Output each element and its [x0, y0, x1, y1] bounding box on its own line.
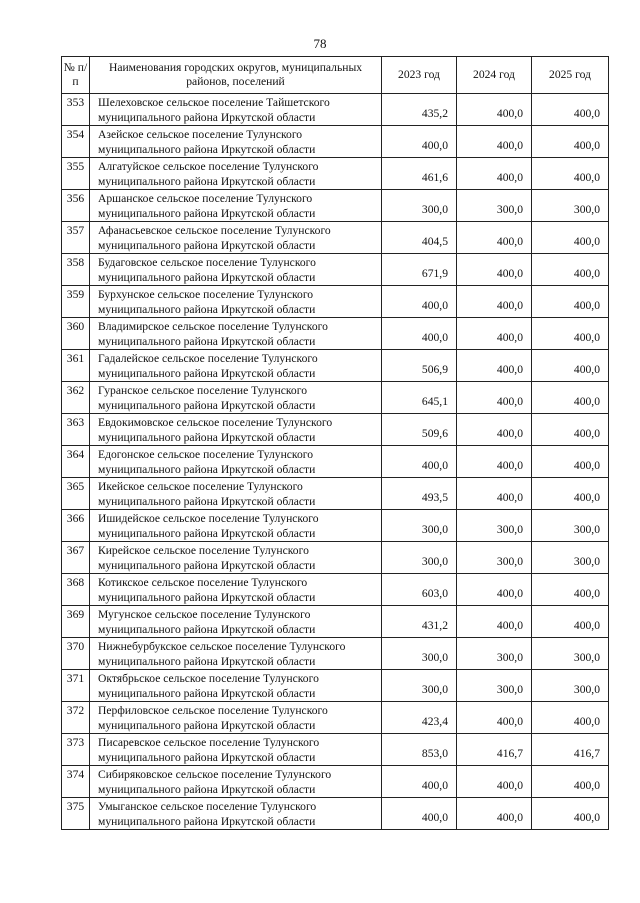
settlement-name: Перфиловское сельское поселение Тулунского муниципального района Иркутской области: [90, 702, 382, 734]
table-row: [62, 670, 609, 702]
table-row: [62, 222, 609, 254]
value-2024: 400,0: [457, 286, 532, 318]
table-row: [62, 446, 609, 478]
table-row: [62, 190, 609, 222]
row-number: 371: [62, 670, 90, 702]
value-2023: 300,0: [382, 670, 457, 702]
settlement-name: Евдокимовское сельское поселение Тулунского муниципального района Иркутской области: [90, 414, 382, 446]
value-2025: 400,0: [532, 446, 609, 478]
value-2024: 400,0: [457, 414, 532, 446]
row-number: 367: [62, 542, 90, 574]
settlement-name: Алгатуйское сельское поселение Тулунского муниципального района Иркутской области: [90, 158, 382, 190]
row-number: 362: [62, 382, 90, 414]
table-row: [62, 542, 609, 574]
settlement-name: Мугунское сельское поселение Тулунского муниципального района Иркутской области: [90, 606, 382, 638]
value-2023: 400,0: [382, 446, 457, 478]
settlement-name: Гуранское сельское поселение Тулунского муниципального района Иркутской области: [90, 382, 382, 414]
table-row: [62, 126, 609, 158]
value-2024: 300,0: [457, 510, 532, 542]
row-number: 359: [62, 286, 90, 318]
value-2023: 423,4: [382, 702, 457, 734]
value-2025: 300,0: [532, 510, 609, 542]
table-row: [62, 766, 609, 798]
table-row: [62, 478, 609, 510]
table-row: [62, 606, 609, 638]
value-2025: 400,0: [532, 382, 609, 414]
settlement-name: Афанасьевское сельское поселение Тулунского муниципального района Иркутской области: [90, 222, 382, 254]
row-number: 373: [62, 734, 90, 766]
value-2023: 671,9: [382, 254, 457, 286]
table-row: [62, 702, 609, 734]
value-2025: 400,0: [532, 286, 609, 318]
value-2023: 645,1: [382, 382, 457, 414]
table-row: [62, 734, 609, 766]
value-2023: 400,0: [382, 318, 457, 350]
value-2025: 416,7: [532, 734, 609, 766]
value-2025: 300,0: [532, 638, 609, 670]
settlement-name: Едогонское сельское поселение Тулунского муниципального района Иркутской области: [90, 446, 382, 478]
table-row: [62, 254, 609, 286]
header-2023: 2023 год: [382, 57, 457, 94]
budget-table: [61, 56, 609, 830]
settlement-name: Будаговское сельское поселение Тулунского муниципального района Иркутской области: [90, 254, 382, 286]
row-number: 375: [62, 798, 90, 830]
row-number: 357: [62, 222, 90, 254]
value-2023: 300,0: [382, 510, 457, 542]
value-2025: 400,0: [532, 478, 609, 510]
value-2025: 400,0: [532, 350, 609, 382]
settlement-name: Умыганское сельское поселение Тулунского муниципального района Иркутской области: [90, 798, 382, 830]
value-2024: 400,0: [457, 94, 532, 126]
value-2024: 416,7: [457, 734, 532, 766]
value-2024: 300,0: [457, 670, 532, 702]
value-2023: 509,6: [382, 414, 457, 446]
value-2025: 300,0: [532, 190, 609, 222]
value-2025: 400,0: [532, 574, 609, 606]
value-2023: 431,2: [382, 606, 457, 638]
value-2024: 400,0: [457, 350, 532, 382]
row-number: 370: [62, 638, 90, 670]
value-2024: 400,0: [457, 158, 532, 190]
table-row: [62, 318, 609, 350]
row-number: 366: [62, 510, 90, 542]
row-number: 363: [62, 414, 90, 446]
table-row: [62, 350, 609, 382]
settlement-name: Икейское сельское поселение Тулунского муниципального района Иркутской области: [90, 478, 382, 510]
row-number: 364: [62, 446, 90, 478]
value-2024: 400,0: [457, 446, 532, 478]
value-2024: 300,0: [457, 638, 532, 670]
value-2023: 300,0: [382, 638, 457, 670]
value-2024: 400,0: [457, 574, 532, 606]
value-2023: 400,0: [382, 286, 457, 318]
row-number: 354: [62, 126, 90, 158]
settlement-name: Аршанское сельское поселение Тулунского муниципального района Иркутской области: [90, 190, 382, 222]
value-2025: 400,0: [532, 158, 609, 190]
value-2023: 853,0: [382, 734, 457, 766]
header-2024: 2024 год: [457, 57, 532, 94]
value-2025: 400,0: [532, 766, 609, 798]
value-2024: 400,0: [457, 798, 532, 830]
settlement-name: Сибиряковское сельское поселение Тулунского муниципального района Иркутской области: [90, 766, 382, 798]
value-2025: 400,0: [532, 414, 609, 446]
row-number: 368: [62, 574, 90, 606]
table-body: [62, 94, 609, 830]
row-number: 372: [62, 702, 90, 734]
settlement-name: Нижнебурбукское сельское поселение Тулунского муниципального района Иркутской области: [90, 638, 382, 670]
value-2025: 400,0: [532, 798, 609, 830]
page-number: 78: [313, 36, 327, 51]
value-2025: 400,0: [532, 126, 609, 158]
settlement-name: Котикское сельское поселение Тулунского муниципального района Иркутской области: [90, 574, 382, 606]
value-2024: 400,0: [457, 222, 532, 254]
value-2024: 400,0: [457, 702, 532, 734]
row-number: 374: [62, 766, 90, 798]
row-number: 358: [62, 254, 90, 286]
value-2024: 400,0: [457, 318, 532, 350]
value-2023: 435,2: [382, 94, 457, 126]
value-2023: 400,0: [382, 766, 457, 798]
table-row: [62, 382, 609, 414]
settlement-name: Шелеховское сельское поселение Тайшетского муниципального района Иркутской области: [90, 94, 382, 126]
table-row: [62, 510, 609, 542]
settlement-name: Бурхунское сельское поселение Тулунского муниципального района Иркутской области: [90, 286, 382, 318]
row-number: 365: [62, 478, 90, 510]
settlement-name: Азейское сельское поселение Тулунского муниципального района Иркутской области: [90, 126, 382, 158]
value-2024: 400,0: [457, 606, 532, 638]
row-number: 360: [62, 318, 90, 350]
header-name: Наименования городских округов, муниципальных районов, поселений: [90, 57, 382, 94]
value-2023: 400,0: [382, 126, 457, 158]
row-number: 355: [62, 158, 90, 190]
value-2023: 493,5: [382, 478, 457, 510]
value-2024: 400,0: [457, 382, 532, 414]
value-2025: 400,0: [532, 254, 609, 286]
value-2024: 400,0: [457, 126, 532, 158]
value-2023: 400,0: [382, 798, 457, 830]
table-row: [62, 158, 609, 190]
settlement-name: Кирейское сельское поселение Тулунского муниципального района Иркутской области: [90, 542, 382, 574]
value-2025: 400,0: [532, 222, 609, 254]
value-2023: 461,6: [382, 158, 457, 190]
settlement-name: Ишидейское сельское поселение Тулунского муниципального района Иркутской области: [90, 510, 382, 542]
value-2023: 300,0: [382, 190, 457, 222]
settlement-name: Гадалейское сельское поселение Тулунского муниципального района Иркутской области: [90, 350, 382, 382]
value-2025: 300,0: [532, 670, 609, 702]
table-row: [62, 94, 609, 126]
value-2025: 400,0: [532, 318, 609, 350]
row-number: 356: [62, 190, 90, 222]
header-number: № п/п: [62, 57, 90, 94]
value-2024: 300,0: [457, 190, 532, 222]
table-row: [62, 798, 609, 830]
settlement-name: Писаревское сельское поселение Тулунского муниципального района Иркутской области: [90, 734, 382, 766]
value-2024: 400,0: [457, 766, 532, 798]
value-2025: 300,0: [532, 542, 609, 574]
settlement-name: Владимирское сельское поселение Тулунского муниципального района Иркутской области: [90, 318, 382, 350]
value-2023: 404,5: [382, 222, 457, 254]
value-2025: 400,0: [532, 702, 609, 734]
value-2024: 300,0: [457, 542, 532, 574]
row-number: 353: [62, 94, 90, 126]
table-row: [62, 638, 609, 670]
value-2023: 506,9: [382, 350, 457, 382]
value-2023: 300,0: [382, 542, 457, 574]
value-2023: 603,0: [382, 574, 457, 606]
settlement-name: Октябрьское сельское поселение Тулунского муниципального района Иркутской области: [90, 670, 382, 702]
table-header-row: [62, 57, 609, 94]
value-2025: 400,0: [532, 606, 609, 638]
header-2025: 2025 год: [532, 57, 609, 94]
row-number: 369: [62, 606, 90, 638]
value-2024: 400,0: [457, 478, 532, 510]
row-number: 361: [62, 350, 90, 382]
value-2025: 400,0: [532, 94, 609, 126]
table-row: [62, 286, 609, 318]
table-row: [62, 574, 609, 606]
value-2024: 400,0: [457, 254, 532, 286]
table-row: [62, 414, 609, 446]
